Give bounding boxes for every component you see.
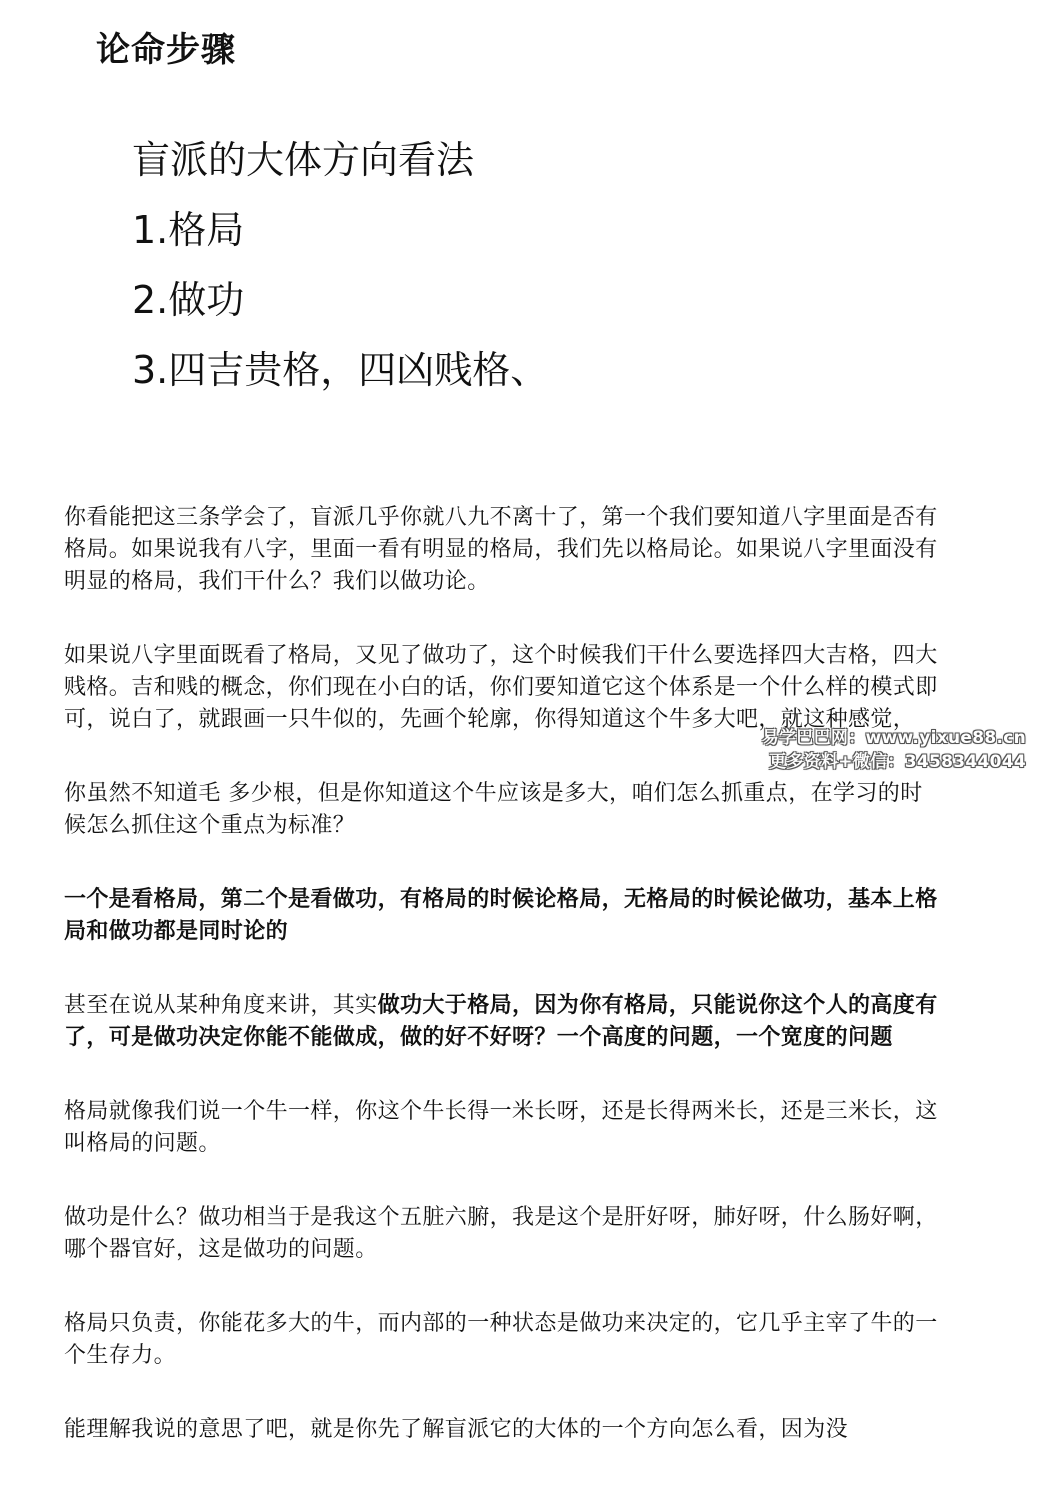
paragraph-4-bold: 一个是看格局，第二个是看做功，有格局的时候论格局，无格局的时候论做功，基本上格局和做功都是同时论的 bbox=[64, 887, 938, 944]
paragraph-9: 能理解我说的意思了吧，就是你先了解盲派它的大体的一个方向怎么看，因为没 bbox=[64, 1417, 849, 1442]
paragraph-3: 你虽然不知道毛 多少根，但是你知道这个牛应该是多大，咱们怎么抓重点，在学习的时候怎么抓住这个重点为标准？ bbox=[64, 781, 923, 838]
heading-line-main: 盲派的大体方向看法 bbox=[132, 138, 475, 182]
heading-line-3: 3.四吉贵格，四凶贱格、 bbox=[132, 348, 549, 392]
paragraph-2: 如果说八字里面既看了格局，又见了做功了，这个时候我们干什么要选择四大吉格，四大贱格。吉和贱的概念，你们现在小白的话，你们要知道它这个体系是一个什么样的模式即可，说白了，就跟画一只牛似的，先画个轮廓，你得知道这个牛多大吧，就这种感觉， bbox=[64, 643, 938, 732]
watermark-line-2: 更多资料+微信：3458344044 bbox=[769, 752, 1026, 772]
document-body bbox=[64, 502, 944, 1488]
paragraph-1: 你看能把这三条学会了，盲派几乎你就八九不离十了，第一个我们要知道八字里面是否有格局。如果说我有八字，里面一看有明显的格局，我们先以格局论。如果说八字里面没有明显的格局，我们干什么？我们以做功论。 bbox=[64, 505, 938, 594]
document-title: 论命步骤 bbox=[96, 30, 236, 70]
paragraph-5-bold: 做功大于格局，因为你有格局，只能说你这个人的高度有了，可是做功决定你能不能做成，做的好不好呀？一个高度的问题，一个宽度的问题 bbox=[64, 993, 938, 1050]
paragraph-5-lead: 甚至在说从某种角度来讲，其实 bbox=[64, 993, 378, 1018]
slide-heading-block bbox=[132, 140, 932, 420]
paragraph-8: 格局只负责，你能花多大的牛，而内部的一种状态是做功来决定的，它几乎主宰了牛的一个生存力。 bbox=[64, 1311, 938, 1368]
paragraph-5 bbox=[64, 990, 944, 1054]
paragraph-6: 格局就像我们说一个牛一样，你这个牛长得一米长呀，还是长得两米长，还是三米长，这叫格局的问题。 bbox=[64, 1099, 938, 1156]
paragraph-7: 做功是什么？做功相当于是我这个五脏六腑，我是这个是肝好呀，肺好呀，什么肠好啊，哪个器官好，这是做功的问题。 bbox=[64, 1205, 938, 1262]
watermark-line-1: 易学巴巴网：www.yixue88.cn bbox=[761, 728, 1026, 748]
watermark bbox=[762, 726, 1026, 774]
heading-line-1: 1.格局 bbox=[132, 208, 245, 252]
heading-line-2: 2.做功 bbox=[132, 278, 245, 322]
